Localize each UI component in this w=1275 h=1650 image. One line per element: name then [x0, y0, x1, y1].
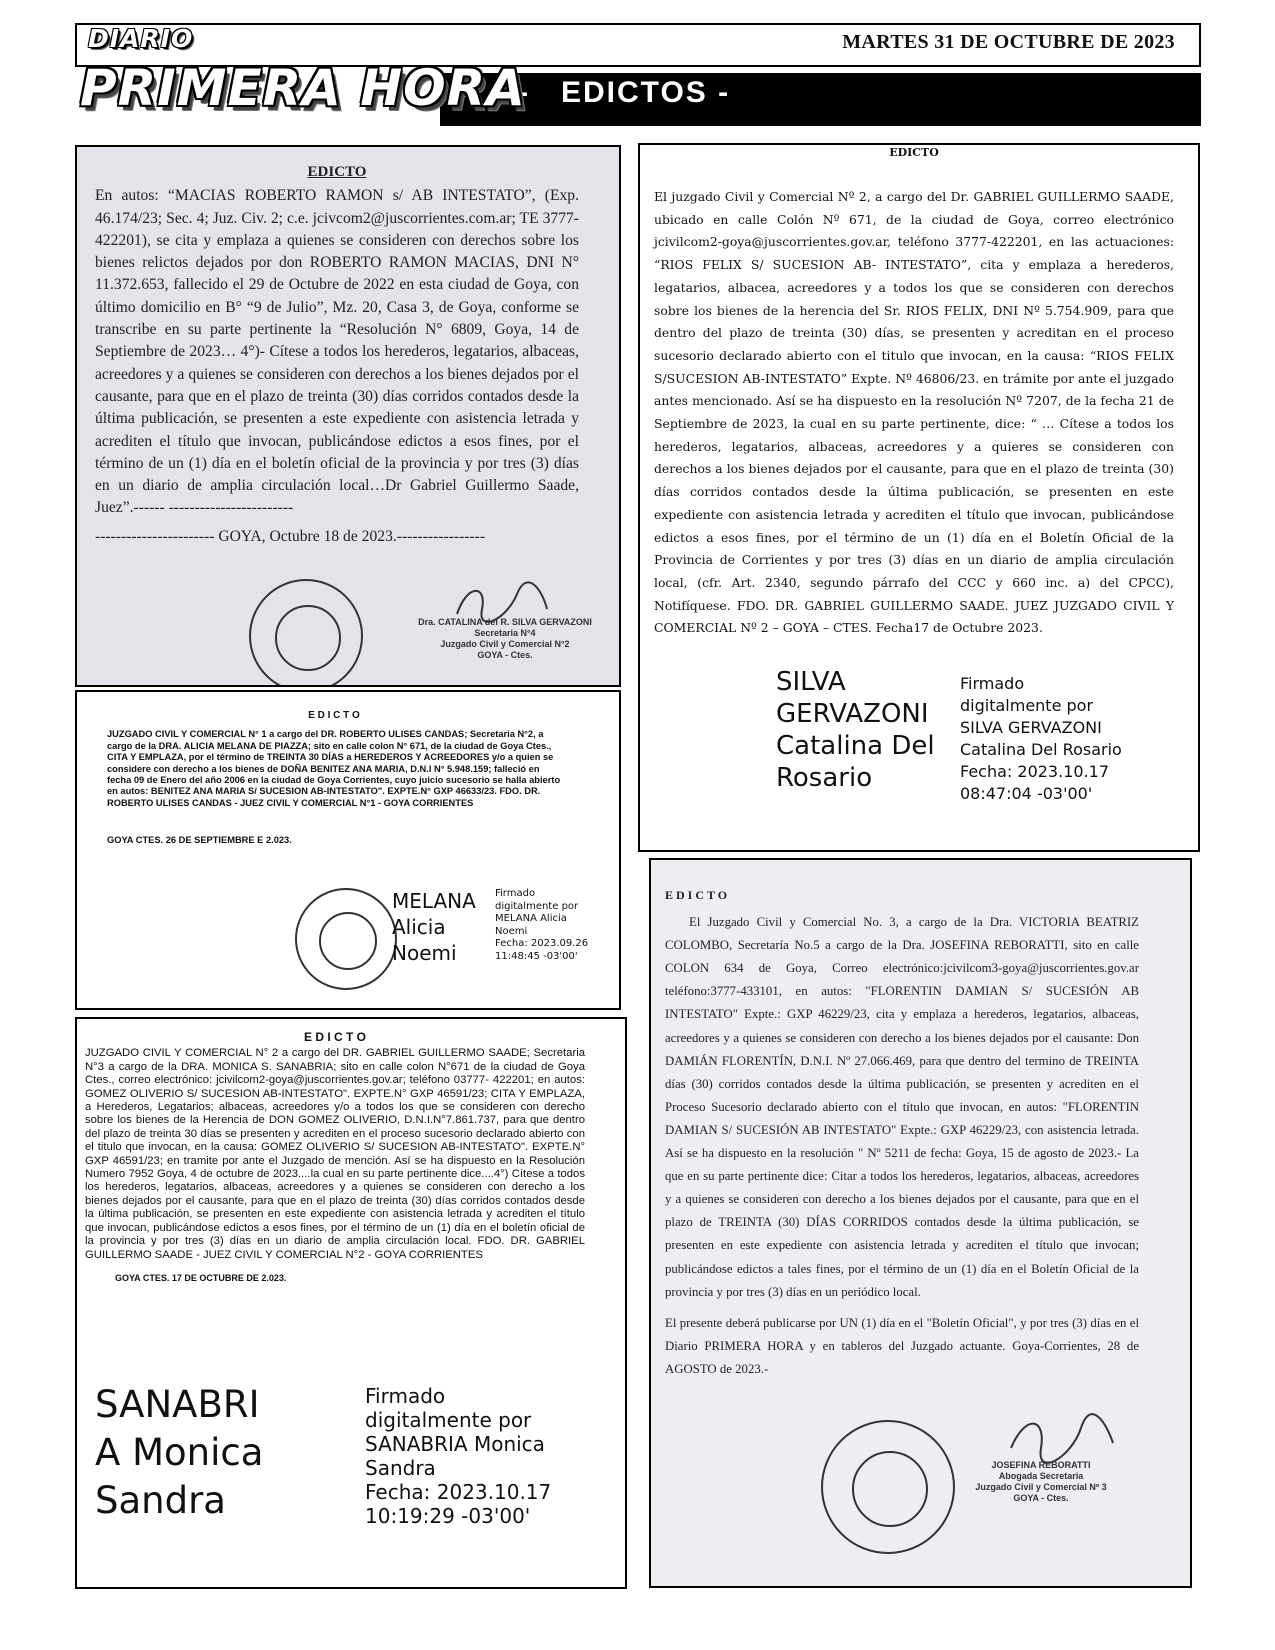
edicto-body: El juzgado Civil y Comercial Nº 2, a cargo del Dr. GABRIEL GUILLERMO SAADE, ubicado en calle Colón Nº 671, de la ciudad de Goya, correo electrónico jcivilcom2-goya@juscorrientes.gov.ar, teléfono 3777-422201, en las actuaciones: “RIOS FELIX S/ SUCESION AB- INTESTATO”, cita y emplaza a herederos, legatarios, albacea, acreedores y a todos los que se consideren con derechos sobre los bienes de la herencia del Sr. RIOS FELIX, DNI Nº 5.754.909, para que dentro del plazo de treinta (30) días, se presenten y acreditan en el proceso sucesorio declarado abierto con el titulo que invocan, en la causa: “RIOS FELIX S/SUCESION AB-INTESTATO” Expte. Nº 46806/23. en trámite por ante el juzgado antes mencionado. Así se ha dispuesto en la resolución Nº 7207, de la fecha 21 de Septiembre de 2023, la cual en su parte pertinente, dice: “ … Cítese a todos los herederos, legatarios, albaceas, acreedores y a quieres se consideren con derechos a los bienes dejados por el causante, para que en el plazo de treinta (30) días corridos contados desde la última publicación, se presenten en este expediente con asistencia letrada y acrediten el título que invocan, publicándose edictos a esos fines, por el término de un (1) día en el Boletín Oficial de la Provincia de Corrientes y por tres (3) días en un diario de amplia circulación local, (cfr. Art. 2340, segundo párrafo del CCC y 660 inc. a) del CPCC), Notifíquese. FDO. DR. GABRIEL GUILLERMO SAADE. JUEZ JUZGADO CIVIL Y COMERCIAL Nº 2 – GOYA – CTES. Fecha17 de Octubre 2023. — [654, 189, 1174, 636]
edicto-florentin-text — [665, 884, 1139, 1381]
edicto-title: EDICTO — [307, 164, 367, 180]
section-bar — [440, 73, 1201, 126]
edicto-place-date: ----------------------- GOYA, Octubre 18 de 2023.----------------- — [95, 527, 486, 545]
digital-signature-details: Firmado digitalmente por MELANA Alicia Noemi Fecha: 2023.09.26 11:48:45 -03'00' — [495, 888, 589, 962]
edicto-benitez-text — [107, 710, 561, 847]
edicto-body: En autos: “MACIAS ROBERTO RAMON s/ AB INTESTATO”, (Exp. 46.174/23; Sec. 4; Juz. Civ. 2; c.e. jcivcom2@juscorrientes.com.ar; TE 3777-422201), se cita y emplaza a quienes se consideren con derechos sobre los bienes relictos dejados por don ROBERTO RAMON MACIAS, DNI N° 11.372.653, fallecido el 29 de Octubre de 2022 en esta ciudad de Goya, con último domicilio en B° “9 de Julio”, Mz. 20, Casa 3, de Goya, conforme se transcribe en su parte pertinente la “Resolución N° 6809, Goya, 14 de Septiembre de 2023… 4°)- Cítese a todos los herederos, legatarios, albaceas, acreedores y a quienes se consideren con derechos a los bienes dejados por el causante, para que en el plazo de treinta (30) días corridos contados desde la última publicación, se presenten a este expediente con asistencia letrada y acrediten el título que invocan, publicándose edictos a esos fines, por el término de un (1) día en el boletín oficial de la provincia y por tres (3) días en un diario de amplia circulación local…Dr Gabriel Guillermo Saade, Juez”.------ ------------------------ — [95, 187, 579, 517]
logo-primera-hora: PRIMERA HORA — [80, 59, 526, 117]
edicto-macias-text — [95, 161, 579, 548]
edicto-florentin — [649, 858, 1192, 1588]
edicto-rios-felix-text — [654, 146, 1174, 640]
edicto-gomez-text — [85, 1031, 585, 1285]
handwritten-signature — [1001, 1408, 1121, 1468]
digital-signature-name: SANABRI A Monica Sandra — [95, 1383, 264, 1522]
issue-date: MARTES 31 DE OCTUBRE DE 2023 — [842, 31, 1175, 53]
digital-signature-details: Firmado digitalmente por SANABRIA Monica Sandra Fecha: 2023.10.17 10:19:29 -03'00' — [365, 1384, 552, 1528]
court-seal — [295, 888, 397, 990]
digital-signature-details: Firmado digitalmente por SILVA GERVAZONI Catalina Del Rosario Fecha: 2023.10.17 08:47:04 -03'00' — [960, 674, 1122, 803]
court-seal — [821, 1420, 955, 1554]
digital-signature-name: MELANA Alicia Noemi — [392, 889, 476, 965]
edicto-gomez — [75, 1017, 627, 1589]
signature-block: Dra. CATALINA del R. SILVA GERVAZONI Secretaria N°4 Juzgado Civil y Comercial N°2 GOYA - Ctes. — [418, 617, 592, 660]
edicto-title: EDICTO — [665, 888, 731, 902]
edicto-macias — [75, 145, 621, 687]
signature-block: JOSEFINA REBORATTI Abogada Secretaria Juzgado Civil y Comercial Nº 3 GOYA - Ctes. — [975, 1460, 1107, 1503]
edicto-body: JUZGADO CIVIL Y COMERCIAL N° 2 a cargo del DR. GABRIEL GUILLERMO SAADE; Secretaria N°3 a cargo de la DRA. MONICA S. SANABRIA; sito en calle colon N°671 de la ciudad de Goya Ctes., correo electrónico: jcivilcom2-goya@juscorrientes.gov.ar; teléfono 03777- 422201; en autos: GOMEZ OLIVERIO S/ SUCESION AB-INTESTATO". EXPTE.N° GXP 46591/23; CITA Y EMPLAZA, a Herederos, Legatarios; albaceas, acreedores y/o a todos los que se consideren con derecho sobre los bienes de la Herencia de DON GOMEZ OLIVERIO, D.N.I.N°7.861.737, para que dentro del plazo de treinta 30 días se presenten y acrediten en el proceso sucesorio declarado abierto con el titulo que invocan, en la causa: GOMEZ OLIVERIO S/ SUCESION AB-INTESTATO". EXPTE.N° GXP 46591/23; en tramite por ante el Juzgado de mención. Así se ha dispuesto en la Resolución Numero 7952 Goya, 4 de octubre de 2023....la cual en su parte pertinente dice....4°) Cítese a todos los herederos, legatarios, albaceas, acreedores y a quienes se consideren con derecho a los bienes dejados por el causante, para que en el plazo de treinta (30) días corridos contados desde la última publicación, se presenten en este expediente con asistencia letrada y acrediten el título que invocan, publicándose edictos a esos fines, por el término de un (1) día en el boletín oficial de la provincia y por tres (3) días en un diario de amplia circulación local. FDO. DR. GABRIEL GUILLERMO SAADE - JUEZ CIVIL Y COMERCIAL N°2 - GOYA CORRIENTES — [85, 1047, 585, 1261]
edicto-title: E D I C T O — [308, 710, 360, 721]
edicto-title: EDICTO — [889, 146, 939, 159]
edicto-body: El Juzgado Civil y Comercial No. 3, a cargo de la Dra. VICTORIA BEATRIZ COLOMBO, Secretaría No.5 a cargo de la Dra. JOSEFINA REBORATTI, sito en calle COLON 634 de Goya, Correo electrónico:jcivilcom3-goya@juscorrientes.gov.ar teléfono:3777-433101, en autos: "FLORENTIN DAMIAN S/ SUCESIÓN AB INTESTATO" Expte.: GXP 46229/23, cita y emplaza a herederos, legatarios, albaceas, acreedores y a quienes se consideren con derecho a los bienes dejados por el causante: Don DAMIÁN FLORENTÍN, D.N.I. Nº 27.066.469, para que dentro del termino de TREINTA días (30) corridos contados desde la última publicación, se presenten y acrediten en el Proceso Sucesorio declarado abierto con el título que invocan, en autos: "FLORENTIN DAMIAN S/ SUCESIÓN AB INTESTATO" Expte.: GXP 46229/23, con asistencia letrada. Así se ha dispuesto en la resolución " Nº 5211 de fecha: Goya, 15 de agosto de 2023.- La que en su parte pertinente dice: Citar a todos los herederos, legatarios, albaceas, acreedores y a quienes se consideren con derecho a los bienes dejados por el causante, para que en el plazo de TREINTA (30) DÍAS CORRIDOS contados desde la última publicación, se presenten en este expediente con asistencia letrada y acrediten el título que invocan; publicándose edictos a tales fines, por el término de un (1) día en el Boletín Oficial de la provincia y por tres (3) días en un periódico local. — [665, 915, 1139, 1299]
edicto-place-date: GOYA CTES. 17 DE OCTUBRE DE 2.023. — [115, 1272, 287, 1283]
edicto-body: JUZGADO CIVIL Y COMERCIAL N° 1 a cargo del DR. ROBERTO ULISES CANDAS; Secretaria N°2, a cargo de la DRA. ALICIA MELANA DE PIAZZA; sito en calle colon N° 671, de la ciudad de Goya Ctes., CITA Y EMPLAZA, por el término de TREINTA 30 DÍAS a HEREDEROS Y ACREEDORES y/o a quien se considere con derecho a los bienes de DOÑA BENITEZ ANA MARIA, D.N.I N° 5.948.159; falleció en fecha 09 de Enero del año 2006 en la ciudad de Goya Corrientes, cuyo juicio sucesorio se halla abierto en autos: BENITEZ ANA MARIA S/ SUCESION AB-INTESTATO". EXPTE.N° GXP 46633/23. FDO. DR. ROBERTO ULISES CANDAS - JUEZ CIVIL Y COMERCIAL N°1 - GOYA CORRIENTES — [107, 729, 561, 808]
edicto-closing: El presente deberá publicarse por UN (1) día en el "Boletín Oficial", y por tres (3) días en el Diario PRIMERA HORA y en tableros del Juzgado actuante. Goya-Corrientes, 28 de AGOSTO de 2023.- — [665, 1315, 1139, 1376]
edicto-title: E D I C T O — [303, 1030, 366, 1044]
court-seal — [249, 579, 363, 687]
edicto-place-date: GOYA CTES. 26 DE SEPTIEMBRE E 2.023. — [107, 835, 292, 846]
digital-signature-name: SILVA GERVAZONI Catalina Del Rosario — [776, 667, 935, 793]
edicto-benitez — [75, 690, 621, 1010]
edicto-rios-felix — [638, 143, 1200, 852]
logo-diario: DIARIO — [88, 24, 194, 53]
section-title: - EDICTOS - — [518, 76, 731, 109]
